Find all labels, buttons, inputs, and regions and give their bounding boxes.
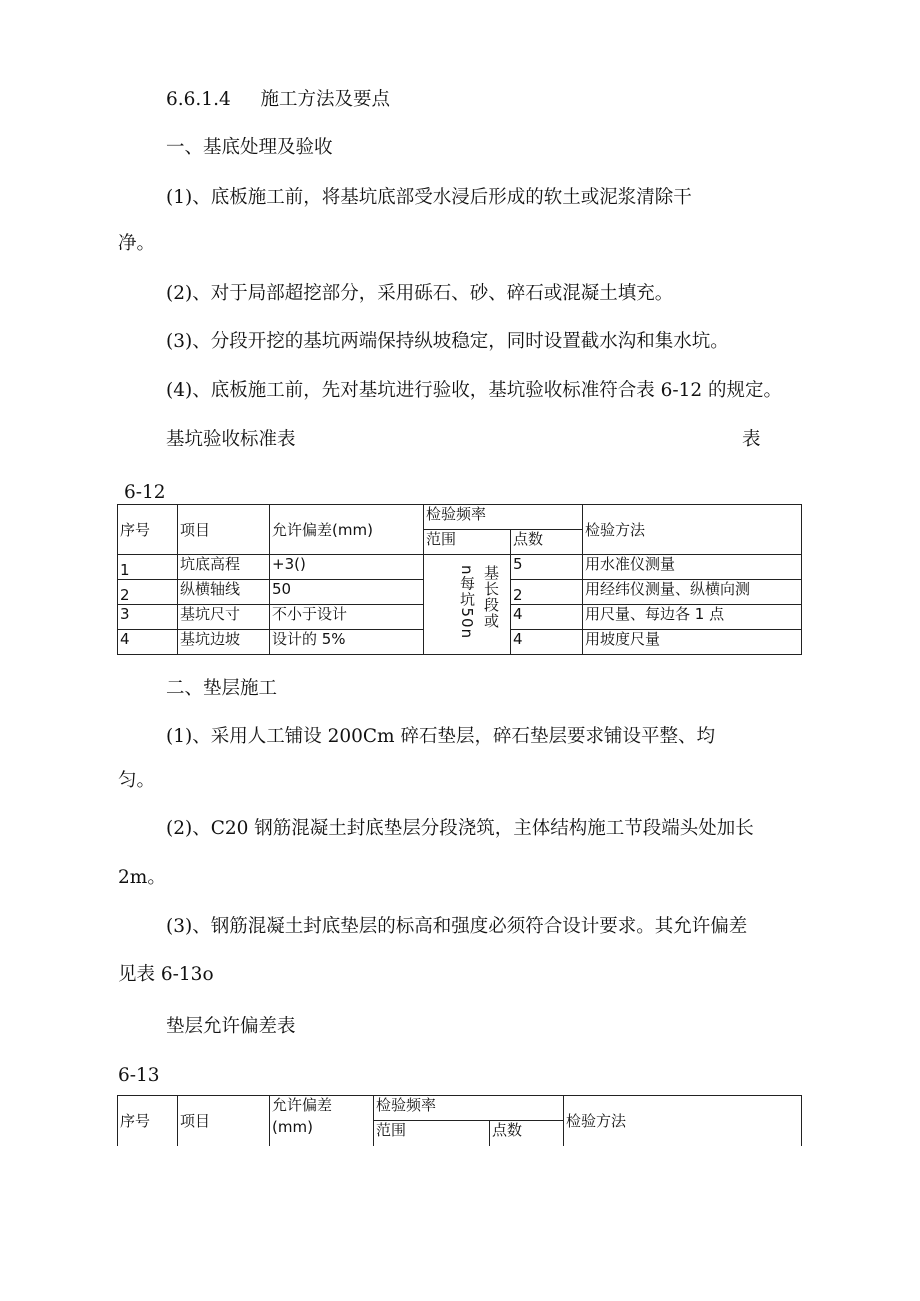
header-tolerance: 允许偏差(mm) — [270, 505, 424, 555]
cell-method: 用经纬仪测量、纵横向测 — [583, 580, 802, 605]
cell-method: 用水准仪测量 — [583, 555, 802, 580]
cell-tolerance: 不小于设计 — [270, 605, 424, 630]
cell-item: 纵横轴线 — [178, 580, 270, 605]
header-tolerance — [270, 1096, 374, 1146]
paragraph: (1)、采用人工铺设 200Cm 碎石垫层，碎石垫层要求铺设平整、均 — [166, 726, 715, 747]
cell-points: 4 — [511, 605, 583, 630]
paragraph: 匀。 — [118, 770, 156, 791]
table1-caption-right: 表 — [742, 429, 761, 450]
paragraph: (3)、钢筋混凝土封底垫层的标高和强度必须符合设计要求。其允许偏差 — [166, 916, 748, 937]
cell-no: 2 — [118, 580, 178, 605]
cell-tolerance: +3() — [270, 555, 424, 580]
header-range: 范围 — [424, 530, 511, 555]
range-text-2: n每坑50n — [458, 565, 476, 640]
paragraph: (2)、对于局部超挖部分，采用砾石、砂、碎石或混凝土填充。 — [166, 283, 674, 304]
table1-caption: 基坑验收标准表 — [166, 429, 296, 450]
section-heading — [166, 88, 390, 112]
paragraph: (3)、分段开挖的基坑两端保持纵坡稳定，同时设置截水沟和集水坑。 — [166, 331, 729, 352]
paragraph: (4)、底板施工前，先对基坑进行验收，基坑验收标准符合表 6-12 的规定。 — [166, 380, 783, 401]
cell-method: 用尺量、每边各 1 点 — [583, 605, 802, 630]
cell-method: 用坡度尺量 — [583, 630, 802, 655]
cell-no: 3 — [118, 605, 178, 630]
header-frequency: 检验频率 — [374, 1096, 564, 1121]
cell-points: 2 — [511, 580, 583, 605]
header-tolerance-line2: (mm) — [272, 1118, 313, 1136]
table1-number: 6-12 — [124, 482, 166, 503]
paragraph: 见表 6-13o — [118, 964, 214, 985]
paragraph: 2m。 — [118, 867, 166, 888]
range-merged-cell — [424, 555, 511, 655]
paragraph: (2)、C20 钢筋混凝土封底垫层分段浇筑，主体结构施工节段端头处加长 — [166, 818, 754, 839]
table1 — [117, 504, 802, 655]
cell-no: 4 — [118, 630, 178, 655]
cell-points: 5 — [511, 555, 583, 580]
cell-item: 基坑尺寸 — [178, 605, 270, 630]
cell-no: 1 — [118, 555, 178, 580]
header-method: 检验方法 — [564, 1096, 802, 1146]
header-item: 项目 — [178, 1096, 270, 1146]
cell-points: 4 — [511, 630, 583, 655]
header-range: 范围 — [374, 1121, 490, 1146]
header-item: 项目 — [178, 505, 270, 555]
cell-tolerance: 50 — [270, 580, 424, 605]
table-row — [118, 555, 802, 580]
header-points: 点数 — [511, 530, 583, 555]
table2 — [117, 1095, 802, 1146]
header-no: 序号 — [118, 1096, 178, 1146]
header-method: 检验方法 — [583, 505, 802, 555]
part2-heading: 二、垫层施工 — [166, 678, 278, 699]
paragraph: (1)、底板施工前，将基坑底部受水浸后形成的软土或泥浆清除干 — [166, 187, 692, 208]
cell-item: 坑底高程 — [178, 555, 270, 580]
part1-heading: 一、基底处理及验收 — [166, 137, 333, 158]
range-text-1: 基长段或 — [482, 565, 500, 629]
paragraph: 净。 — [118, 233, 156, 254]
table2-number: 6-13 — [118, 1065, 160, 1086]
cell-item: 基坑边坡 — [178, 630, 270, 655]
header-points: 点数 — [490, 1121, 564, 1146]
header-tolerance-line1: 允许偏差 — [272, 1096, 333, 1114]
header-no: 序号 — [118, 505, 178, 555]
section-number: 6.6.1.4 — [166, 89, 231, 110]
header-frequency: 检验频率 — [424, 505, 583, 530]
section-title: 施工方法及要点 — [260, 89, 391, 110]
table2-caption: 垫层允许偏差表 — [166, 1016, 296, 1037]
cell-tolerance: 设计的 5% — [270, 630, 424, 655]
